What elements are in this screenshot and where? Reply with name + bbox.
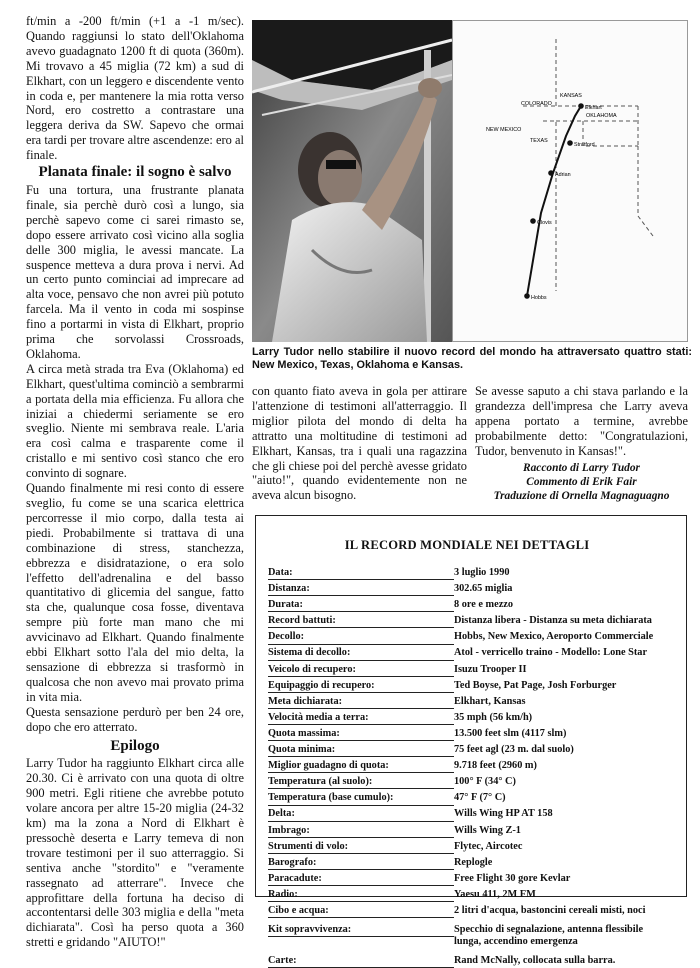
- record-row: [268, 841, 666, 854]
- record-label: Imbrago:: [268, 825, 454, 838]
- record-value: 302.65 miglia: [454, 583, 513, 595]
- pilot-photo: [252, 20, 452, 342]
- record-value: 3 luglio 1990: [454, 567, 510, 578]
- record-row: [268, 728, 666, 741]
- paragraph-intro: ft/min a -200 ft/min (+1 a -1 m/sec). Quando raggiunsi lo stato dell'Oklahoma avevo guadagnato 1200 ft di quota (360m). Mi trovavo a 45 miglia (72 km) a sud di Elkhart, con un leggero e discendente vento in coda e, per mantenere la mia rotta verso Nord, ero costretto a contrastare una leggera deriva da SW. Sapevo che ormai era tardi per trovare altre ascendenze: ero al finale.: [26, 14, 244, 163]
- article-column-1: [26, 14, 244, 950]
- photo-caption: Larry Tudor nello stabilire il nuovo record del mondo ha attraversato quattro stati: New Mexico, Texas, Oklahoma e Kansas.: [252, 346, 692, 371]
- record-row: [268, 599, 666, 612]
- paragraph-planata-1: Fu una tortura, una frustrante planata finale, sia perchè durò così a lungo, sia perchè sapevo come ci sarei rimasto se, dopo essere arrivato così vicino alla soglia delle 300 miglia, le avessi mancate. La suspence metteva a dura prova i nervi. Ad un certo punto cominciai ad imprecare ad alta voce, pensavo che non avrei più potuto farcela. Ma il vento in coda mi sospinse fino a portarmi in vista di Elkhart, proprio prima che sorvolassi Crossroads, Oklahoma.: [26, 182, 244, 361]
- record-label: Temperatura (al suolo):: [268, 776, 454, 789]
- paragraph-epilogo-1: Larry Tudor ha raggiunto Elkhart circa alle 20.30. Ci è arrivato con una quota di oltre 900 metri. Egli ritiene che avrebbe potuto volare ancora per altre 15-20 miglia (24-32 km) ma la zona a Nord di Elkhart è pressochè deserta e Larry temeva di non trovare testimoni per il suo atterraggio. Si sentiva anche "stordito" e "veramente rassegnato ad atterrare". Invece che approfittare della fortuna ha deciso di accontentarsi delle 303 miglia e della "meta dichiarata". Così ha perso quota a 360 stretti e gridando "AIUTO!": [26, 756, 244, 950]
- route-map: [452, 20, 688, 342]
- map-label-new-mexico: NEW MEXICO: [486, 127, 522, 133]
- record-value: 13.500 feet slm (4117 slm): [454, 727, 567, 739]
- record-value: 75 feet agl (23 m. dal suolo): [454, 744, 574, 756]
- record-value: Hobbs, New Mexico, Aeroporto Commerciale: [454, 631, 654, 643]
- map-label-kansas: KANSAS: [560, 93, 582, 99]
- record-row: [268, 905, 666, 918]
- record-value: 8 ore e mezzo: [454, 599, 513, 611]
- record-label: Quota massima:: [268, 728, 454, 741]
- record-value: Specchio di segnalazione, antenna flessibile lunga, accendino emergenza: [454, 924, 644, 948]
- record-label: Temperatura (base cumulo):: [268, 792, 454, 805]
- record-row: [268, 680, 666, 693]
- record-label: Delta:: [268, 808, 454, 821]
- record-value: Atol - verricello traino - Modello: Lone Star: [454, 647, 648, 659]
- record-row: [268, 955, 666, 968]
- article-column-2: [252, 384, 467, 503]
- map-label-adrian: Adrian: [555, 172, 571, 178]
- paragraph-planata-4: Questa sensazione perdurò per ben 24 ore, dopo che ero atterrato.: [26, 704, 244, 734]
- record-value: 35 mph (56 km/h): [454, 711, 533, 723]
- record-row: [268, 712, 666, 725]
- map-label-colorado: COLORADO: [521, 101, 552, 107]
- record-label: Durata:: [268, 599, 454, 612]
- record-row: [268, 631, 666, 644]
- record-row: [268, 808, 666, 821]
- map-label-texas: TEXAS: [530, 138, 548, 144]
- record-label: Radio:: [268, 889, 454, 902]
- record-label: Equipaggio di recupero:: [268, 680, 454, 693]
- record-label: Paracadute:: [268, 873, 454, 886]
- map-label-elkhart: Elkhart: [585, 105, 602, 111]
- record-value: Wills Wing Z-1: [454, 824, 521, 836]
- record-row: [268, 615, 666, 628]
- record-row: [268, 792, 666, 805]
- record-row: [268, 760, 666, 773]
- heading-epilogo: Epilogo: [110, 737, 160, 754]
- paragraph-column-3: Se avesse saputo a chi stava parlando e la grandezza dell'impresa che Larry aveva appena portato a termine, avrebbe probabilmente detto: "Congratulazioni, Tudor, benvenuto in Kansas!".: [475, 384, 688, 458]
- record-row: [268, 744, 666, 757]
- route-map-graphic: [453, 21, 687, 341]
- record-value: Elkhart, Kansas: [454, 695, 526, 707]
- city-dot-hobbs: [524, 293, 530, 299]
- record-label: Barografo:: [268, 857, 454, 870]
- record-row: [268, 889, 666, 902]
- record-label: Sistema di decollo:: [268, 647, 454, 660]
- paragraph-column-2: con quanto fiato aveva in gola per attirare l'attenzione di testimoni all'atterraggio. Il miglior pilota del mondo di delta ha attratto una moltitudine di testimoni ad Elkhart, Kansas, tra i quali una ragazzina che gli chiese poi del perchè avesse gridato "aiuto!", quando evidentemente non ne aveva alcun bisogno.: [252, 384, 467, 503]
- paragraph-planata-2: A circa metà strada tra Eva (Oklahoma) ed Elkhart, quest'ultima cominciò a sembrarmi a portata della mia efficienza. Fu allora che iniziai a chiedermi seriamente se ero sveglio. Niente mi sembrava reale. L'aria era così calma e trasparente come il cristallo e mi sentivo così stanco che ero convinto di sognare.: [26, 361, 244, 481]
- record-row: [268, 696, 666, 709]
- record-label: Velocità media a terra:: [268, 712, 454, 725]
- record-value: Flytec, Aircotec: [454, 840, 523, 852]
- record-label: Miglior guadagno di quota:: [268, 760, 454, 773]
- record-value: Rand McNally, collocata sulla barra.: [454, 954, 616, 966]
- record-label: Strumenti di volo:: [268, 841, 454, 854]
- record-value: Distanza libera - Distanza su meta dichiarata: [454, 615, 652, 627]
- hang-glider-pilot-photo-icon: [252, 20, 452, 342]
- record-row: [268, 857, 666, 870]
- record-box-title: IL RECORD MONDIALE NEI DETTAGLI: [344, 538, 590, 552]
- record-row: [268, 647, 666, 660]
- record-label: Data:: [268, 567, 454, 580]
- record-value: 2 litri d'acqua, bastoncini cereali misti, noci: [454, 904, 646, 916]
- article-column-3: [475, 384, 688, 503]
- map-label-oklahoma: OKLAHOMA: [586, 113, 617, 119]
- record-value: 9.718 feet (2960 m): [454, 760, 537, 772]
- record-rows: [268, 567, 666, 968]
- record-value: Ted Boyse, Pat Page, Josh Forburger: [454, 679, 617, 691]
- record-row: [268, 664, 666, 677]
- record-value: Isuzu Trooper II: [454, 663, 527, 675]
- record-label: Carte:: [268, 955, 454, 968]
- record-row: [268, 776, 666, 789]
- city-dot-stratford: [567, 140, 573, 146]
- record-value: Free Flight 30 gore Kevlar: [454, 872, 571, 884]
- record-label: Decollo:: [268, 631, 454, 644]
- heading-planata-finale: Planata finale: il sogno è salvo: [38, 164, 232, 181]
- record-value: Wills Wing HP AT 158: [454, 808, 553, 820]
- credit-racconto: Racconto di Larry Tudor: [523, 461, 640, 474]
- record-row: [268, 873, 666, 886]
- record-details-box: [255, 515, 687, 966]
- map-label-clovis: Clovis: [537, 220, 552, 226]
- city-dot-clovis: [530, 218, 536, 224]
- city-dot-elkhart: [578, 103, 584, 109]
- record-label: Kit sopravvivenza:: [268, 924, 454, 937]
- record-label: Distanza:: [268, 583, 454, 596]
- record-value: Yaesu 411, 2M FM: [454, 888, 536, 900]
- article-credits: [475, 461, 688, 503]
- credit-commento: Commento di Erik Fair: [526, 475, 637, 488]
- record-row: [268, 825, 666, 838]
- credit-traduzione: Traduzione di Ornella Magnaguagno: [493, 489, 670, 502]
- record-row: [268, 924, 666, 948]
- map-label-stratford: Stratford: [574, 142, 595, 148]
- record-label: Meta dichiarata:: [268, 696, 454, 709]
- record-row: [268, 583, 666, 596]
- record-value: 47° F (7° C): [454, 792, 506, 804]
- record-label: Record battuti:: [268, 615, 454, 628]
- record-value: Replogle: [454, 856, 493, 868]
- record-value: 100° F (34° C): [454, 776, 516, 788]
- record-row: [268, 567, 666, 580]
- map-label-hobbs: Hobbs: [531, 295, 547, 301]
- city-dot-adrian: [548, 170, 554, 176]
- record-label: Veicolo di recupero:: [268, 664, 454, 677]
- record-label: Quota minima:: [268, 744, 454, 757]
- record-label: Cibo e acqua:: [268, 905, 454, 918]
- paragraph-planata-3: Quando finalmente mi resi conto di essere sveglio, fu come se una scarica elettrica percorresse il mio corpo, dalla testa ai piedi. Probabilmente si trattava di una combinazione di stress, stanchezza, ebbrezza e disidratazione, o era solo l'effetto dell'adrenalina e del basso quantitativo di glicemia del sangue, fatto sta che, qualunque cosa fosse, diventava sempre più forte man mano che mi avvicinavo ad Elkhart. Quando finalmente ebbi Elkhart sotto l'ala del mio delta, la sensazione di ebbrezza si trasformò in qualcosa che non avevo mai provato prima in vita mia.: [26, 481, 244, 704]
